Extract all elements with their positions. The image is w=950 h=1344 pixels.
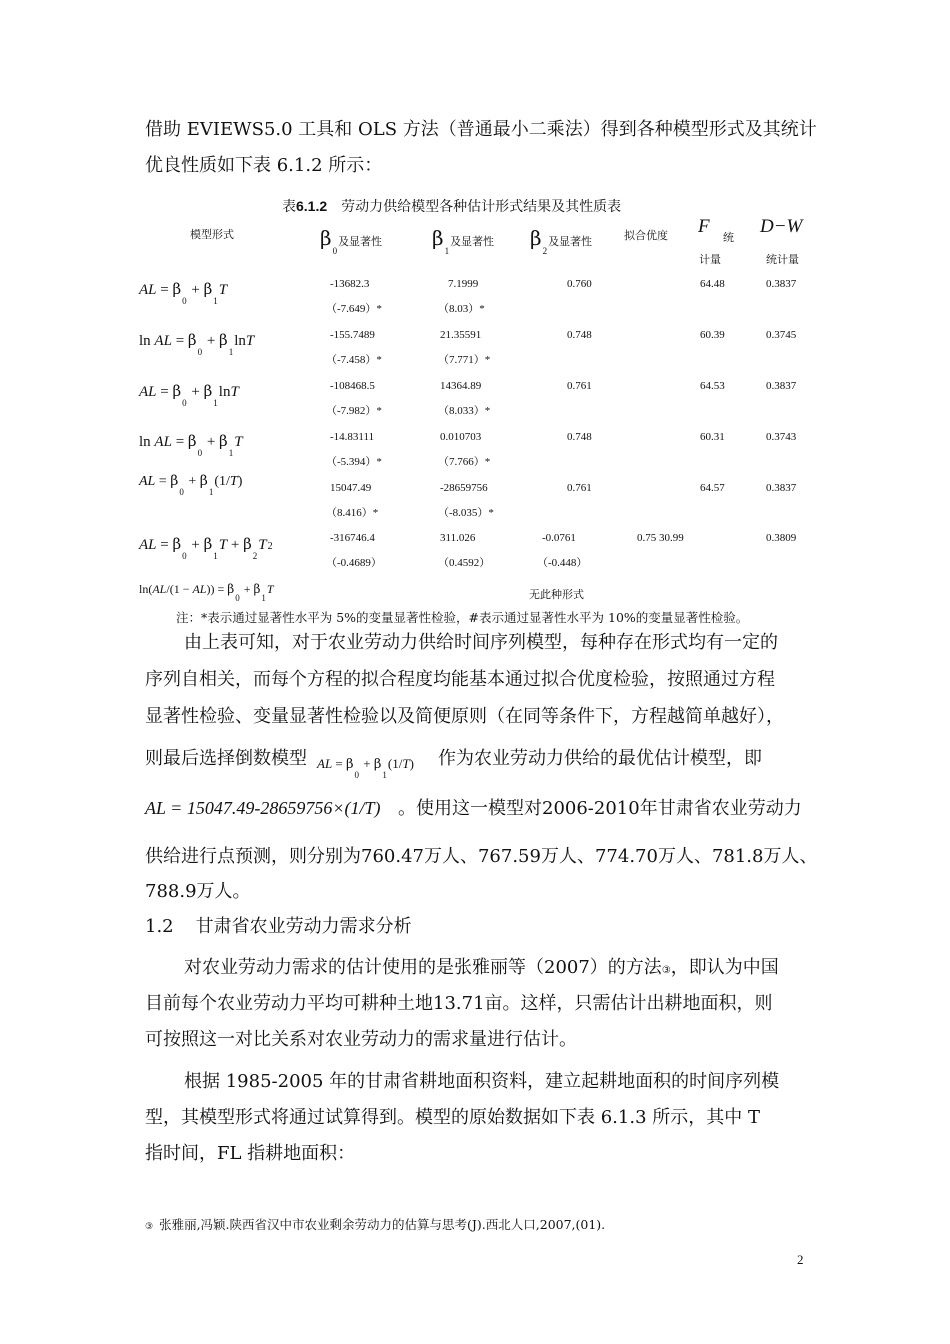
p2-line-1-text: 对农业劳动力需求的估计使用的是张雅丽等（2007）的方法 xyxy=(184,957,662,978)
table-cell-dw: 0.3809 xyxy=(766,532,797,544)
header-f-label-bottom: 计量 xyxy=(699,253,721,266)
table-cell-b1-t: （7.766）* xyxy=(438,456,491,468)
page-footnote-text: 张雅丽,冯颖.陕西省汉中市农业剩余劳动力的估算与思考(J).西北人口,2007,(01). xyxy=(159,1217,606,1232)
header-beta1 xyxy=(432,226,495,256)
model-formula-2: ln AL = $\beta_0 + \beta_1\ln T$ xyxy=(139,331,255,357)
table-cell-b0-t: （-0.4689） xyxy=(326,557,382,569)
table-cell-b2: 0.760 xyxy=(567,278,592,290)
header-f-label-top: 统 xyxy=(723,231,734,244)
table-cell-fit: 0.75 30.99 xyxy=(637,532,684,544)
section-number: 1.2 xyxy=(145,916,174,937)
table-cell-b1: 0.010703 xyxy=(440,431,482,443)
intro-line-2: 优良性质如下表 6.1.2 所示： xyxy=(145,155,383,176)
intro-line-1: 借助 EVIEWS5.0 工具和 OLS 方法（普通最小二乘法）得到各种模型形式及其统计 xyxy=(145,119,817,140)
p1-line-3: 显著性检验、变量显著性检验以及简便原则（在同等条件下，方程越简单越好）， xyxy=(145,706,784,727)
beta2-symbol: β xyxy=(530,226,542,250)
p3-line-2: 型，其模型形式将通过试算得到。模型的原始数据如下表 6.1.3 所示，其中 T xyxy=(145,1107,760,1128)
table-cell-f: 64.48 xyxy=(700,278,725,290)
table-footnote: 注：*表示通过显著性水平为 5%的变量显著性检验，#表示通过显著性水平为 10%的变量显著性检验。 xyxy=(176,610,749,625)
beta0-subscript: 0 xyxy=(332,246,338,256)
p1-line-5: 。使用这一模型对2006-2010年甘肃省农业劳动力 xyxy=(398,798,802,819)
table-cell-b0: -155.7489 xyxy=(330,329,375,341)
p1-line-2: 序列自相关，而每个方程的拟合程度均能基本通过拟合优度检验，按照通过方程 xyxy=(145,669,775,690)
header-dw-symbol: D−W xyxy=(760,216,803,237)
beta2-label: 及显著性 xyxy=(548,235,593,248)
model-formula-4: ln AL = $\beta_0 + \beta_1T$ xyxy=(139,432,243,458)
p2-line-2: 目前每个农业劳动力平均可耕种土地13.71亩。这样，只需估计出耕地面积，则 xyxy=(145,993,773,1014)
page-number: 2 xyxy=(797,1252,804,1267)
p1-line-4a: 则最后选择倒数模型 xyxy=(145,748,307,769)
table-cell-b0: -108468.5 xyxy=(330,380,375,392)
table-cell-b0: 15047.49 xyxy=(330,482,372,494)
p3-line-3: 指时间，FL 指耕地面积： xyxy=(145,1143,356,1164)
p3-line-1: 根据 1985-2005 年的甘肃省耕地面积资料，建立起耕地面积的时间序列模 xyxy=(184,1071,780,1092)
table-cell-b2: -0.0761 xyxy=(542,532,576,544)
table-cell-b0: -13682.3 xyxy=(330,278,370,290)
table-cell-f: 64.53 xyxy=(700,380,725,392)
table-cell-b1: 21.35591 xyxy=(440,329,482,341)
beta0-symbol: β xyxy=(320,226,332,250)
table-cell-b0-t: （8.416）* xyxy=(326,507,379,519)
p1-line-6: 供给进行点预测，则分别为760.47万人、767.59万人、774.70万人、781.8万人、 xyxy=(145,846,818,867)
model-formula-1: AL = $\beta_0 + \beta_1T$ xyxy=(139,280,228,306)
beta2-subscript: 2 xyxy=(542,246,548,256)
table-cell-f: 60.39 xyxy=(700,329,725,341)
p2-line-1 xyxy=(184,959,779,980)
table-cell-b0-t: （-7.982）* xyxy=(326,405,382,417)
header-dw-label: 统计量 xyxy=(766,253,799,266)
header-beta2 xyxy=(530,226,593,256)
table-cell-b2-t: （-0.448） xyxy=(537,557,588,569)
header-f-symbol: F xyxy=(698,216,710,237)
table-cell-b1: 7.1999 xyxy=(448,278,479,290)
p2-line-3: 可按照这一对比关系对农业劳动力的需求量进行估计。 xyxy=(145,1029,577,1050)
table-cell-f: 60.31 xyxy=(700,431,725,443)
table-cell-b2: 0.761 xyxy=(567,380,592,392)
table-cell-dw: 0.3745 xyxy=(766,329,797,341)
p1-line-1: 由上表可知，对于农业劳动力供给时间序列模型，每种存在形式均有一定的 xyxy=(184,632,778,653)
model-formula-7: $\ln(AL/(1 - AL)) = \beta_0 + \beta_1T$ xyxy=(139,582,274,603)
p1-line-4b: 作为农业劳动力供给的最优估计模型，即 xyxy=(438,748,762,769)
table-cell-b1-t: （8.033）* xyxy=(438,405,491,417)
table-cell-b2: 0.761 xyxy=(567,482,592,494)
p1-line-7: 788.9万人。 xyxy=(145,881,251,902)
table-cell-dw: 0.3837 xyxy=(766,278,797,290)
section-title: 甘肃省农业劳动力需求分析 xyxy=(195,916,412,937)
table-cell-b0: -316746.4 xyxy=(330,532,375,544)
page-footnote-marker: ③ xyxy=(145,1222,154,1232)
beta1-subscript: 1 xyxy=(444,246,450,256)
model-formula-3: AL = $\beta_0 + \beta_1\ln T$ xyxy=(139,382,239,408)
table-cell-b2: 0.748 xyxy=(567,329,592,341)
table-cell-dw: 0.3837 xyxy=(766,380,797,392)
header-model: 模型形式 xyxy=(190,228,234,241)
section-heading xyxy=(145,918,412,936)
page-footnote xyxy=(145,1215,605,1233)
table-cell-dw: 0.3837 xyxy=(766,482,797,494)
inline-reciprocal-formula: AL = $\beta_0 + \beta_1(1/T)$ xyxy=(317,756,414,780)
p2-footnote-marker: ③ xyxy=(661,965,671,976)
table-cell-b0: -14.83111 xyxy=(330,431,375,443)
table-cell-b0-t: （-7.458）* xyxy=(326,354,382,366)
table-cell-b1-t: （7.771）* xyxy=(438,354,491,366)
table-cell-b1: 311.026 xyxy=(440,532,476,544)
table-caption-number: 6.1.2 xyxy=(296,198,328,214)
table-caption-prefix: 表 xyxy=(282,199,296,215)
model-formula-5: AL = $\beta_0 + \beta_1(1/T)$ xyxy=(139,473,243,497)
table-cell-b2: 0.748 xyxy=(567,431,592,443)
header-beta0 xyxy=(320,226,383,256)
header-fit: 拟合优度 xyxy=(624,229,668,242)
table-cell-dw: 0.3743 xyxy=(766,431,797,443)
last-row-note: 无此种形式 xyxy=(529,588,584,601)
p2-line-1-text-end: ，即认为中国 xyxy=(670,957,779,978)
table-caption xyxy=(282,196,621,216)
table-cell-b1: -28659756 xyxy=(440,482,488,494)
table-cell-b1-t: （8.03）* xyxy=(438,303,485,315)
table-caption-title: 劳动力供给模型各种估计形式结果及其性质表 xyxy=(341,199,622,215)
table-cell-f: 64.57 xyxy=(700,482,725,494)
table-cell-b1: 14364.89 xyxy=(440,380,482,392)
beta0-label: 及显著性 xyxy=(338,235,383,248)
model-formula-6: AL = $\beta_0 + \beta_1T + \beta_2T2$ xyxy=(139,535,273,561)
beta1-label: 及显著性 xyxy=(450,235,495,248)
table-cell-b1-t: （0.4592） xyxy=(438,557,491,569)
optimal-model-formula: AL = 15047.49-28659756×(1/T) xyxy=(145,798,381,818)
beta1-symbol: β xyxy=(432,226,444,250)
table-cell-b0-t: （-5.394）* xyxy=(326,456,382,468)
table-cell-b0-t: （-7.649）* xyxy=(326,303,382,315)
table-cell-b1-t: （-8.035）* xyxy=(438,507,494,519)
